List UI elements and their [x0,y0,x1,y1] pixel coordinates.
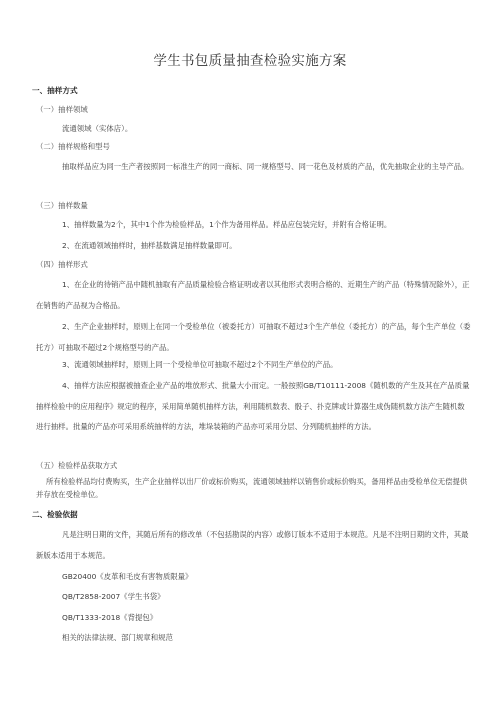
subsection-sample-acquisition: （五）检验样品获取方式 [36,461,118,470]
sampling-form-item-3: 3、流通领域抽样时，原则上同一个受检单位可抽取不超过2个不同生产单位的产品。 [62,360,338,369]
related-laws: 相关的法律法规、部门规章和规范 [62,633,173,642]
sampling-spec-text: 抽取样品应为同一生产者按照同一标准生产的同一商标、同一规格型号、同一花色及材质的产品，优先抽取企业的主导产品。 [62,162,469,171]
page-title: 学生书包质量抽查检验实施方案 [153,53,347,69]
sampling-form-item-1: 1、在企业的待销产品中随机抽取有产品质量检验合格证明或者以其他形式表明合格的、近期生产的产品（特殊情况除外），正在销售的产品视为合格品。 [36,280,470,310]
subsection-sampling-quantity: （三）抽样数量 [36,201,88,210]
standard-qbt1333: QB/T1333-2018《背提包》 [62,613,158,622]
sample-acquisition-text: 所有检验样品均付费购买，生产企业抽样以出厂价或标价购买，流通领域抽样以销售价或标价购买，备用样品由受检单位无偿提供并存放在受检单位。 [36,477,468,499]
sampling-quantity-item-1: 1、抽样数量为2个，其中1个作为检验样品，1个作为备用样品。样品应包装完好，并附有合格证明。 [62,220,392,229]
section-1-heading: 一、抽样方式 [32,86,78,95]
subsection-sampling-field: （一）抽样领域 [36,105,88,114]
sampling-form-item-2: 2、生产企业抽样时，原则上在同一个受检单位（被委托方）可抽取不超过3个生产单位（委托方）的产品，每个生产单位（委托方）可抽取不超过2个规格型号的产品。 [36,322,471,352]
inspection-basis-text: 凡是注明日期的文件，其随后所有的修改单（不包括勘误的内容）或修订版本不适用于本规范。凡是不注明日期的文件，其最新版本适用于本规范。 [36,530,469,560]
subsection-sampling-form: （四）抽样形式 [36,260,88,269]
standard-gb20400: GB20400《皮革和毛皮有害物质限量》 [62,572,193,581]
sampling-field-text: 流通领域（实体店）。 [62,124,133,133]
section-2-heading: 二、检验依据 [32,510,78,519]
sampling-quantity-item-2: 2、在流通领域抽样时，抽样基数满足抽样数量即可。 [62,241,237,250]
standard-qbt2858: QB/T2858-2007《学生书袋》 [62,592,165,601]
sampling-form-item-4: 4、抽样方法应根据被抽查企业产品的堆放形式、批量大小而定。一般按照GB/T10111-2008《随机数的产生及其在产品质量抽样检验中的应用程序》规定的程序，采用简单随机抽样方法，利用随机数表、骰子、扑克牌或计算器生成伪随机数方法产生随机数进行抽样。批量的产品亦可采用系统抽样的方法，堆垛装箱的产品亦可采用分层、分列随机抽样的方法。 [36,381,470,431]
subsection-sampling-spec: （二）抽样规格和型号 [36,142,110,151]
